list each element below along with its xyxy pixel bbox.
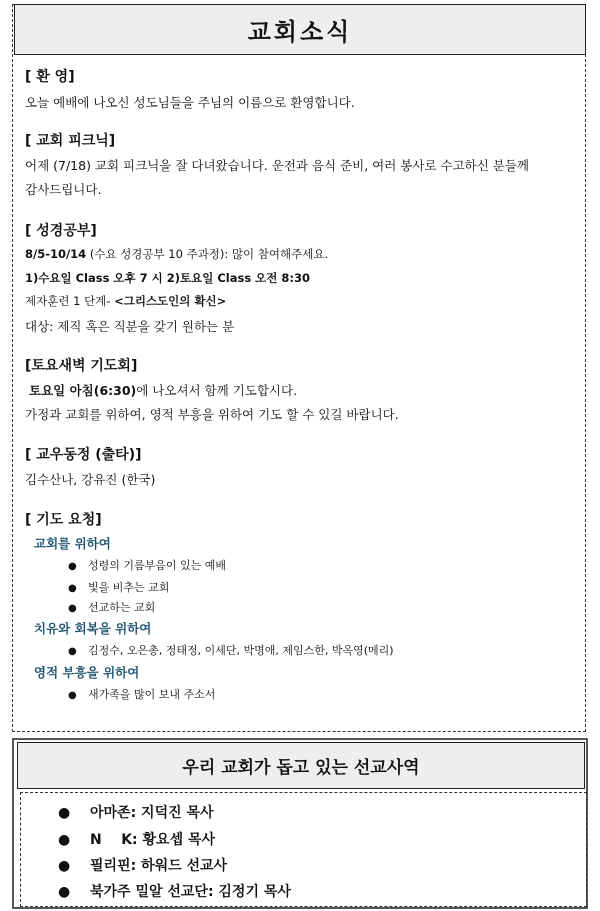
travel-text: 김수산나, 강유진 (한국) (25, 472, 156, 487)
dawn-prayer-heading: [토요새벽 기도회] (25, 358, 138, 374)
prayer-item: ● 성령의 기름부음이 있는 예배 (68, 559, 227, 572)
bible-study-target: 대상: 제직 혹은 직분을 갖기 원하는 분 (25, 319, 235, 334)
church-news-title: 교회소식 (14, 4, 586, 55)
picnic-text-line2: 감사드립니다. (25, 182, 102, 197)
discipleship-title: <그리스도인의 확신> (114, 294, 227, 308)
bible-study-heading: [ 성경공부] (25, 223, 97, 239)
prayer-item: ● 선교하는 교회 (68, 601, 156, 614)
prayer-group-title: 영적 부흥을 위하여 (34, 665, 140, 680)
bible-study-classes: 1)수요일 Class 오후 7 시 2)토요일 Class 오전 8:30 (25, 271, 311, 285)
dawn-prayer-time: 토요일 아침(6:30) (29, 383, 137, 398)
dawn-prayer-invite: 에 나오셔서 함께 기도합시다. (136, 383, 298, 398)
bible-study-line1 (25, 246, 328, 262)
mission-item: ● 북가주 밀알 선교단: 김정기 목사 (58, 884, 291, 900)
bible-study-line3 (25, 293, 226, 309)
prayer-group-title: 치유와 회복을 위하여 (34, 621, 152, 636)
bible-study-dates: 8/5-10/14 (25, 247, 87, 261)
prayer-item: ● 김정수, 오은총, 정태정, 이세단, 박명애, 제임스한, 박옥영(메리) (68, 644, 394, 657)
mission-item: ● N K: 황요셉 목사 (58, 832, 216, 848)
bible-study-desc: (수요 성경공부 10 주과정): 많이 참여해주세요. (86, 247, 329, 261)
dawn-prayer-line1 (29, 381, 297, 399)
welcome-heading: [ 환 영] (25, 69, 75, 85)
welcome-text: 오늘 예배에 나오신 성도님들을 주님의 이름으로 환영합니다. (25, 95, 355, 110)
discipleship-label: 제자훈련 1 단계- (25, 294, 115, 308)
mission-item: ● 아마존: 지덕진 목사 (58, 805, 214, 821)
mission-item: ● 필리핀: 하워드 선교사 (58, 858, 228, 874)
missions-title: 우리 교회가 돕고 있는 선교사역 (17, 742, 585, 789)
dawn-prayer-line2: 가정과 교회를 위하여, 영적 부흥을 위하여 기도 할 수 있길 바랍니다. (25, 407, 399, 422)
travel-heading: [ 교우동정 (출타)] (25, 447, 142, 463)
prayer-item: ● 빛을 비추는 교회 (68, 581, 170, 594)
picnic-text-line1: 어제 (7/18) 교회 피크닉을 잘 다녀왔습니다. 운전과 음식 준비, 여러 봉사로 수고하신 분들께 (25, 158, 530, 173)
prayer-item: ● 새가족을 많이 보내 주소서 (68, 688, 216, 701)
prayer-request-heading: [ 기도 요청] (25, 512, 102, 528)
picnic-heading: [ 교회 피크닉] (25, 133, 116, 149)
prayer-group-title: 교회를 위하여 (34, 536, 111, 551)
